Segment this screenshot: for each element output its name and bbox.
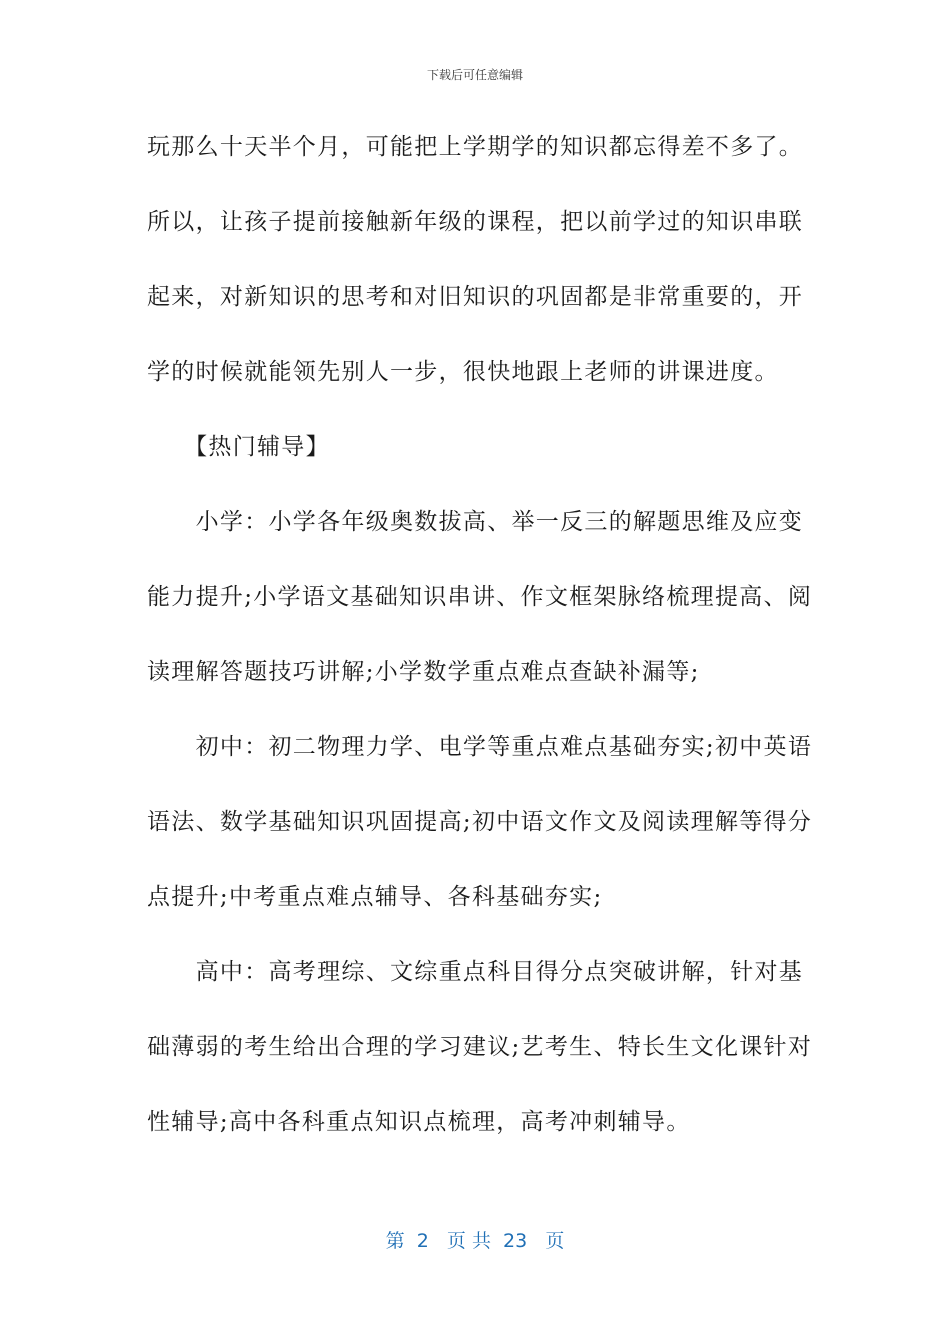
text-line: 能力提升;小学语文基础知识串讲、作文框架脉络梳理提高、阅 — [147, 584, 813, 610]
page-number-footer: 第 2 页 共 23 页 — [385, 1230, 565, 1252]
text-line: 起来，对新知识的思考和对旧知识的巩固都是非常重要的，开 — [147, 284, 804, 310]
header-note: 下载后可任意编辑 — [426, 68, 523, 82]
text-line: 高中：高考理综、文综重点科目得分点突破讲解，针对基 — [147, 959, 804, 985]
text-line: 性辅导;高中各科重点知识点梳理，高考冲刺辅导。 — [147, 1109, 691, 1135]
text-line: 语法、数学基础知识巩固提高;初中语文作文及阅读理解等得分 — [147, 809, 813, 835]
section-heading: 【热门辅导】 — [147, 434, 330, 460]
document-body — [147, 127, 813, 1177]
text-line: 所以，让孩子提前接触新年级的课程，把以前学过的知识串联 — [147, 209, 804, 235]
text-line: 础薄弱的考生给出合理的学习建议;艺考生、特长生文化课针对 — [147, 1034, 813, 1060]
text-line: 学的时候就能领先别人一步，很快地跟上老师的讲课进度。 — [147, 359, 779, 385]
text-line: 初中：初二物理力学、电学等重点难点基础夯实;初中英语 — [147, 734, 813, 760]
text-line: 小学：小学各年级奥数拔高、举一反三的解题思维及应变 — [147, 509, 804, 535]
text-line: 玩那么十天半个月，可能把上学期学的知识都忘得差不多了。 — [147, 134, 804, 160]
text-line: 点提升;中考重点难点辅导、各科基础夯实; — [147, 884, 603, 910]
text-line: 读理解答题技巧讲解;小学数学重点难点查缺补漏等; — [147, 659, 700, 685]
